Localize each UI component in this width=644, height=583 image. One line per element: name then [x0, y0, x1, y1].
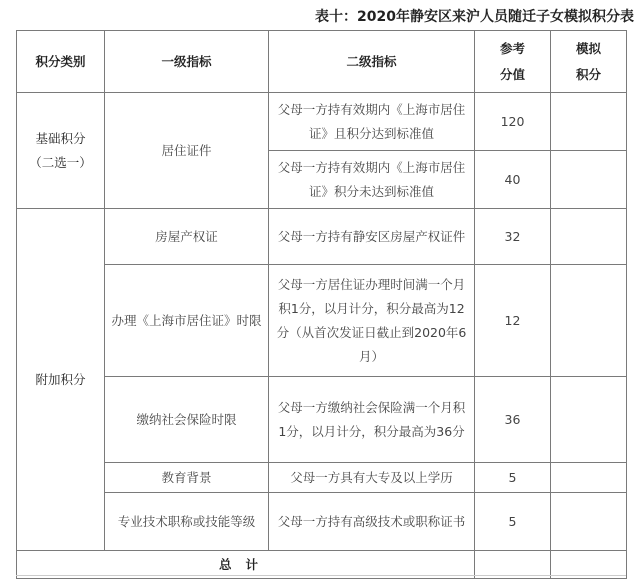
header-level1: 一级指标 [105, 31, 269, 93]
basic-sim-1 [551, 93, 627, 151]
bonus-points-2: 12 [475, 265, 551, 377]
basic-level2-1: 父母一方持有效期内《上海市居住证》且积分达到标准值 [269, 93, 475, 151]
bonus-level2-5: 父母一方持有高级技术或职称证书 [269, 493, 475, 551]
bonus-sim-1 [551, 209, 627, 265]
bonus-category-cell: 附加积分 [17, 209, 105, 551]
table-row [17, 463, 627, 493]
bonus-level1-5: 专业技术职称或技能等级 [105, 493, 269, 551]
bonus-sim-5 [551, 493, 627, 551]
basic-level1: 居住证件 [105, 93, 269, 209]
bonus-level2-4: 父母一方具有大专及以上学历 [269, 463, 475, 493]
basic-points-1: 120 [475, 93, 551, 151]
bonus-sim-3 [551, 377, 627, 463]
bonus-points-1: 32 [475, 209, 551, 265]
bonus-points-5: 5 [475, 493, 551, 551]
header-ref-points: 参考 分值 [475, 31, 551, 93]
table-caption: 表十：2020年静安区来沪人员随迁子女模拟积分表 [315, 9, 634, 25]
basic-level2-2: 父母一方持有效期内《上海市居住证》积分未达到标准值 [269, 151, 475, 209]
bonus-level1-3: 缴纳社会保险时限 [105, 377, 269, 463]
header-sim-points: 模拟 积分 [551, 31, 627, 93]
table-row [17, 209, 627, 265]
bottom-divider [16, 575, 626, 576]
header-level2: 二级指标 [269, 31, 475, 93]
table-row [17, 265, 627, 377]
basic-points-2: 40 [475, 151, 551, 209]
basic-category-label: 基础积分 [35, 130, 86, 146]
bonus-sim-2 [551, 265, 627, 377]
basic-sim-2 [551, 151, 627, 209]
table-row [17, 93, 627, 151]
bonus-level1-4: 教育背景 [105, 463, 269, 493]
bonus-points-3: 36 [475, 377, 551, 463]
table-row [17, 493, 627, 551]
bonus-sim-4 [551, 463, 627, 493]
table-row [17, 377, 627, 463]
bonus-level2-2: 父母一方居住证办理时间满一个月积1分，以月计分，积分最高为12分（从首次发证日截止到2020年6月） [269, 265, 475, 377]
basic-category-sub: （二选一） [29, 154, 92, 170]
bonus-level1-1: 房屋产权证 [105, 209, 269, 265]
header-category: 积分类别 [17, 31, 105, 93]
score-table [16, 30, 627, 579]
bonus-level2-3: 父母一方缴纳社会保险满一个月积1分，以月计分，积分最高为36分 [269, 377, 475, 463]
bonus-level2-1: 父母一方持有静安区房屋产权证件 [269, 209, 475, 265]
bonus-points-4: 5 [475, 463, 551, 493]
bonus-level1-2: 办理《上海市居住证》时限 [105, 265, 269, 377]
basic-category-cell [17, 93, 105, 209]
header-row [17, 31, 627, 93]
total-label: 总计 [17, 551, 475, 579]
